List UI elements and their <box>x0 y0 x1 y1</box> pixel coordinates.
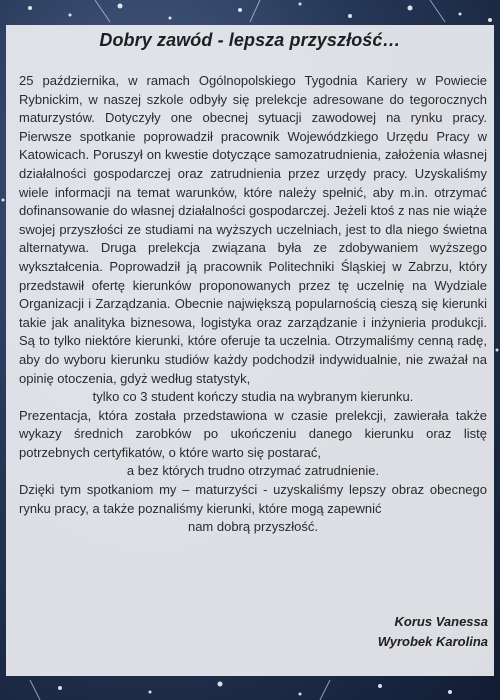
article-body <box>19 72 487 537</box>
article-paragraph: tylko co 3 student kończy studia na wybranym kierunku. <box>92 389 414 405</box>
article-paragraph: nam dobrą przyszłość. <box>187 519 319 535</box>
article-paragraph: 25 października, w ramach Ogólnopolskiego Tygodnia Kariery w Powiecie Rybnickim, w naszej szkole odbyły się prelekcje adresowane do tegorocznych maturzystów. Dotyczyły one obecnej sytuacji zawodowej na rynku pracy. Pierwsze spotkanie poprowadził pracownik Wojewódzkiego Urzędu Pracy w Katowicach. Poruszył on kwestie dotyczące samozatrudnienia, założenia własnej działalności gospodarczej oraz zatrudnienia przez urzędy pracy. Uzyskaliśmy wiele informacji na temat warunków, które należy spełnić, aby m.in. otrzymać dofinansowanie do własnej działalności gospodarczej. Jeżeli ktoś z nas nie wiąże swojej przyszłości ze studiami na wyższych uczelniach, jest to dla niego świetna alternatywa. Druga prelekcja związana była ze zdobywaniem wyższego wykształcenia. Poprowadził ją pracownik Politechniki Śląskiej w Zabrzu, który przedstawił ofertę kierunków proponowanych przez tę uczelnię na Wydziale Organizacji i Zarządzania. Obecnie największą popularnością cieszą się kierunki takie jak analityka biznesowa, logistyka oraz zarządzanie i inżynieria produkcji. Są to tylko niektóre kierunki, które oferuje ta uczelnia. Otrzymaliśmy cenną radę, aby do wyboru kierunku studiów każdy podchodził indywidualnie, nie zważał na opinię otoczenia, gdyż według statystyk, <box>19 73 487 386</box>
article-paragraph: Dzięki tym spotkaniom my – maturzyści - uzyskaliśmy lepszy obraz obecnego rynku pracy, a także poznaliśmy kierunki, które mogą zapewnić <box>19 482 487 516</box>
article-paragraph: Prezentacja, która została przedstawiona w czasie prelekcji, zawierała także wykazy średnich zarobków po ukończeniu danego kierunku oraz listę potrzebnych certyfikatów, o które warto się postarać, <box>19 407 487 460</box>
author-name: Korus Vanessa <box>394 614 488 629</box>
article-title: Dobry zawód - lepsza przyszłość… <box>99 30 401 50</box>
author-name: Wyrobek Karolina <box>377 634 488 649</box>
article-paragraph: a bez których trudno otrzymać zatrudnienie. <box>126 463 380 479</box>
author-signatures <box>378 612 488 652</box>
